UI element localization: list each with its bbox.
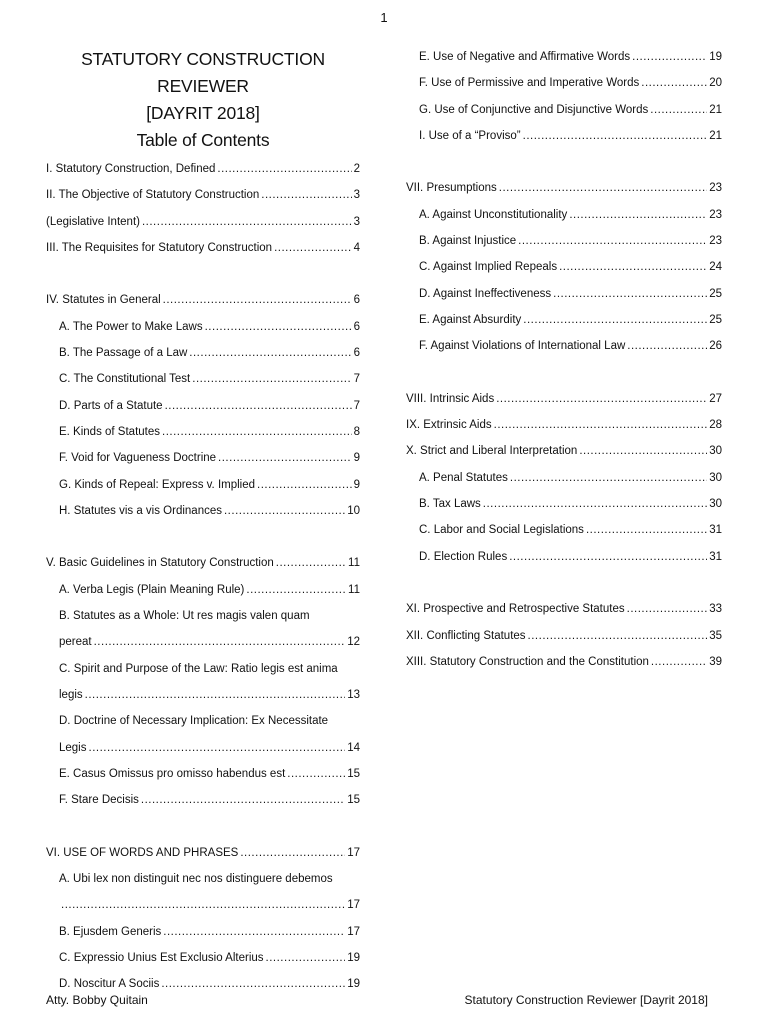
toc-entry-page: 17 — [347, 899, 360, 912]
dot-leader — [287, 761, 345, 787]
toc-entry[interactable] — [46, 919, 360, 945]
toc-entry[interactable] — [406, 175, 722, 201]
toc-entry[interactable] — [46, 393, 360, 419]
toc-entry-page: 28 — [709, 419, 722, 432]
toc-entry-label: I. Use of a “Proviso” — [419, 129, 521, 142]
document-title — [46, 46, 360, 154]
toc-entry-label: B. Statutes as a Whole: Ut res magis valen quam — [59, 610, 310, 623]
toc-entry-page: 11 — [348, 557, 360, 570]
toc-entry-label: legis — [59, 688, 83, 701]
toc-entry-page: 31 — [709, 524, 722, 537]
toc-entry-page: 23 — [709, 235, 722, 248]
toc-entry-page: 2 — [353, 163, 360, 175]
toc-entry[interactable] — [406, 97, 722, 123]
dot-leader — [224, 498, 345, 524]
toc-entry-page: 12 — [347, 636, 360, 649]
dot-leader — [205, 314, 352, 340]
toc-entry[interactable] — [406, 254, 722, 280]
toc-entry-label: D. Parts of a Statute — [59, 399, 163, 412]
toc-entry-page: 14 — [347, 741, 360, 754]
dot-leader — [162, 419, 352, 445]
dot-leader — [632, 44, 707, 70]
toc-entry-label: III. The Requisites for Statutory Construction — [46, 241, 273, 254]
footer-title: Statutory Construction Reviewer [Dayrit 2018] — [464, 993, 708, 1007]
dot-leader — [163, 919, 345, 945]
toc-entry-label: E. Use of Negative and Affirmative Words — [419, 51, 631, 63]
dot-leader — [627, 333, 707, 359]
toc-entry[interactable] — [46, 445, 360, 471]
toc-entry-page: 27 — [709, 392, 722, 405]
dot-leader — [651, 649, 707, 675]
toc-entry[interactable] — [406, 70, 722, 96]
toc-entry[interactable] — [46, 656, 360, 682]
toc-entry-page: 17 — [347, 846, 360, 859]
toc-entry-page: 11 — [348, 583, 360, 596]
toc-entry-page: 10 — [347, 504, 360, 517]
footer-author: Atty. Bobby Quitain — [46, 993, 148, 1007]
toc-entry-label: C. Labor and Social Legislations — [419, 524, 584, 537]
dot-leader — [163, 287, 352, 313]
toc-entry-label: D. Election Rules — [419, 550, 508, 563]
toc-entry-label: E. Casus Omissus pro omisso habendus est — [59, 767, 286, 780]
toc-entry[interactable] — [406, 44, 722, 70]
toc-entry-page: 8 — [353, 425, 360, 438]
dot-leader — [518, 228, 707, 254]
toc-entry-label: B. Against Injustice — [419, 235, 517, 248]
toc-entry-label: E. Against Absurdity — [419, 313, 522, 326]
toc-entry-label: C. The Constitutional Test — [59, 373, 191, 386]
toc-spacer — [46, 261, 360, 287]
toc-entry-label: VI. USE OF WORDS AND PHRASES — [46, 846, 239, 859]
title-line-2: [DAYRIT 2018] — [146, 103, 260, 123]
toc-entry[interactable] — [46, 419, 360, 445]
toc-entry[interactable] — [406, 544, 722, 570]
toc-spacer — [406, 570, 722, 596]
toc-entry-page: 30 — [709, 471, 722, 484]
toc-entry-page: 21 — [709, 103, 722, 116]
dot-leader — [553, 281, 707, 307]
dot-leader — [559, 254, 707, 280]
toc-entry-page: 4 — [353, 241, 360, 254]
toc-entry-label: F. Void for Vagueness Doctrine — [59, 452, 217, 465]
toc-entry[interactable] — [406, 123, 722, 149]
toc-list-right — [406, 44, 722, 675]
toc-entry-label: IX. Extrinsic Aids — [406, 419, 492, 432]
dot-leader — [217, 156, 351, 182]
toc-entry-page: 7 — [353, 373, 360, 386]
toc-entry-page: 7 — [353, 399, 360, 412]
toc-entry[interactable] — [406, 623, 722, 649]
dot-leader — [276, 550, 346, 576]
dot-leader — [218, 445, 352, 471]
toc-entry-page: 13 — [347, 688, 360, 701]
toc-entry-label: pereat — [59, 636, 92, 649]
toc-entry-label: C. Expressio Unius Est Exclusio Alterius — [59, 951, 264, 964]
toc-entry-label: XI. Prospective and Retrospective Statutes — [406, 603, 625, 616]
dot-leader — [499, 175, 707, 201]
toc-entry[interactable] — [46, 287, 360, 313]
dot-leader — [274, 235, 352, 261]
toc-entry[interactable] — [46, 603, 360, 629]
dot-leader — [142, 209, 352, 235]
toc-entry-page: 21 — [709, 129, 722, 142]
toc-entry-page: 23 — [709, 182, 722, 195]
toc-entry[interactable] — [46, 472, 360, 498]
dot-leader — [85, 682, 346, 708]
toc-entry-label: V. Basic Guidelines in Statutory Construction — [46, 557, 274, 570]
toc-entry[interactable] — [406, 517, 722, 543]
toc-entry-label: Legis — [59, 741, 87, 754]
toc-entry[interactable] — [406, 596, 722, 622]
toc-entry-label: C. Spirit and Purpose of the Law: Ratio legis est anima — [59, 662, 338, 675]
dot-leader — [94, 629, 346, 655]
toc-entry[interactable] — [46, 682, 360, 708]
toc-entry-page: 15 — [347, 794, 360, 807]
toc-entry[interactable] — [406, 649, 722, 675]
toc-entry-page: 6 — [353, 320, 360, 333]
toc-entry-page: 35 — [709, 629, 722, 642]
toc-entry-label: II. The Objective of Statutory Construction — [46, 189, 260, 202]
dot-leader — [192, 366, 351, 392]
toc-entry-page: 6 — [353, 294, 360, 307]
toc-entry-label: D. Doctrine of Necessary Implication: Ex Necessitate — [59, 715, 329, 728]
toc-entry-label: F. Against Violations of International Law — [419, 340, 626, 353]
toc-entry-label: IV. Statutes in General — [46, 294, 161, 307]
toc-entry-page: 19 — [347, 951, 360, 964]
dot-leader — [494, 412, 708, 438]
toc-entry-page: 30 — [709, 498, 722, 511]
toc-entry-label: A. The Power to Make Laws — [59, 320, 203, 333]
toc-entry-page: 19 — [347, 978, 360, 991]
toc-entry[interactable] — [46, 156, 360, 182]
toc-entry-page: 19 — [709, 51, 722, 63]
title-line-1: STATUTORY CONSTRUCTION REVIEWER — [81, 49, 325, 96]
dot-leader — [483, 491, 707, 517]
dot-leader — [523, 123, 708, 149]
toc-entry[interactable] — [46, 182, 360, 208]
dot-leader — [523, 307, 707, 333]
dot-leader — [579, 438, 707, 464]
dot-leader — [496, 386, 707, 412]
toc-entry-page: 20 — [709, 77, 722, 90]
toc-list-left — [46, 156, 360, 998]
toc-entry[interactable] — [46, 498, 360, 524]
dot-leader — [528, 623, 708, 649]
toc-entry[interactable] — [406, 412, 722, 438]
toc-entry[interactable] — [46, 314, 360, 340]
dot-leader — [650, 97, 707, 123]
toc-entry[interactable] — [46, 550, 360, 576]
toc-entry-label: X. Strict and Liberal Interpretation — [406, 445, 578, 458]
dot-leader — [240, 840, 345, 866]
dot-leader — [586, 517, 707, 543]
toc-entry-label: A. Penal Statutes — [419, 471, 508, 484]
toc-entry-label: F. Stare Decisis — [59, 794, 139, 807]
toc-entry-page: 30 — [709, 445, 722, 458]
toc-entry-label: A. Verba Legis (Plain Meaning Rule) — [59, 583, 245, 596]
toc-entry-label: G. Use of Conjunctive and Disjunctive Words — [419, 103, 649, 116]
toc-entry[interactable] — [46, 866, 360, 892]
toc-entry-page: 39 — [709, 655, 722, 668]
toc-entry-page: 31 — [709, 550, 722, 563]
toc-entry[interactable] — [406, 307, 722, 333]
page-number: 1 — [380, 10, 388, 25]
toc-entry[interactable] — [46, 577, 360, 603]
toc-entry-page: 3 — [353, 215, 360, 228]
toc-entry[interactable] — [406, 386, 722, 412]
toc-entry-page: 24 — [709, 261, 722, 274]
dot-leader — [141, 787, 345, 813]
toc-entry-page: 26 — [709, 340, 722, 353]
toc-entry-label: VII. Presumptions — [406, 182, 497, 195]
dot-leader — [510, 465, 707, 491]
toc-entry-page: 25 — [709, 287, 722, 300]
toc-entry-page: 23 — [709, 208, 722, 221]
toc-entry-label: (Legislative Intent) — [46, 215, 140, 228]
toc-entry-label: A. Against Unconstitutionality — [419, 208, 568, 221]
dot-leader — [509, 544, 707, 570]
toc-entry[interactable] — [406, 281, 722, 307]
toc-entry[interactable] — [46, 787, 360, 813]
toc-entry-label: B. Ejusdem Generis — [59, 925, 162, 938]
toc-entry[interactable] — [46, 209, 360, 235]
dot-leader — [161, 971, 345, 997]
toc-entry-page: 9 — [353, 478, 360, 491]
dot-leader — [627, 596, 708, 622]
toc-spacer — [46, 813, 360, 839]
toc-heading: Table of Contents — [136, 130, 270, 150]
toc-entry[interactable] — [406, 228, 722, 254]
toc-spacer — [406, 360, 722, 386]
toc-entry[interactable] — [406, 438, 722, 464]
toc-entry-label: D. Noscitur A Sociis — [59, 978, 160, 991]
dot-leader — [266, 945, 346, 971]
toc-entry-page: 9 — [353, 452, 360, 465]
dot-leader — [641, 70, 707, 96]
toc-entry-page: 17 — [347, 925, 360, 938]
toc-entry-label: VIII. Intrinsic Aids — [406, 392, 495, 405]
toc-entry[interactable] — [406, 491, 722, 517]
toc-entry-label: H. Statutes vis a vis Ordinances — [59, 504, 222, 517]
toc-entry-page: 6 — [353, 347, 360, 360]
toc-entry-label: D. Against Ineffectiveness — [419, 287, 552, 300]
toc-entry[interactable] — [46, 945, 360, 971]
toc-spacer — [406, 149, 722, 175]
toc-entry[interactable] — [46, 840, 360, 866]
toc-entry[interactable] — [406, 333, 722, 359]
toc-entry[interactable] — [406, 465, 722, 491]
toc-entry[interactable] — [46, 892, 360, 918]
toc-entry[interactable] — [46, 708, 360, 734]
dot-leader — [89, 735, 346, 761]
toc-entry-label: F. Use of Permissive and Imperative Words — [419, 77, 640, 90]
dot-leader — [257, 472, 352, 498]
toc-spacer — [46, 524, 360, 550]
toc-entry[interactable] — [46, 761, 360, 787]
toc-entry[interactable] — [46, 629, 360, 655]
dot-leader — [61, 892, 345, 918]
toc-entry-label: G. Kinds of Repeal: Express v. Implied — [59, 478, 256, 491]
toc-entry-label: C. Against Implied Repeals — [419, 261, 558, 274]
dot-leader — [569, 202, 707, 228]
toc-entry-label: XII. Conflicting Statutes — [406, 629, 526, 642]
dot-leader — [165, 393, 352, 419]
toc-entry[interactable] — [46, 366, 360, 392]
toc-entry[interactable] — [46, 235, 360, 261]
toc-entry[interactable] — [46, 735, 360, 761]
dot-leader — [246, 577, 346, 603]
toc-left-column — [46, 46, 360, 998]
toc-entry-page: 25 — [709, 313, 722, 326]
toc-entry-label: I. Statutory Construction, Defined — [46, 163, 216, 175]
toc-right-column — [406, 44, 722, 675]
dot-leader — [189, 340, 351, 366]
toc-entry-label: A. Ubi lex non distinguit nec nos distinguere debemos — [59, 873, 333, 886]
toc-entry-page: 3 — [353, 189, 360, 202]
toc-entry-label: B. Tax Laws — [419, 498, 481, 511]
toc-entry-page: 15 — [347, 767, 360, 780]
toc-entry-label: XIII. Statutory Construction and the Constitution — [406, 655, 649, 668]
dot-leader — [261, 182, 351, 208]
toc-entry[interactable] — [46, 340, 360, 366]
toc-entry[interactable] — [406, 202, 722, 228]
toc-entry-page: 33 — [709, 603, 722, 616]
toc-entry-label: B. The Passage of a Law — [59, 347, 188, 360]
toc-entry-label: E. Kinds of Statutes — [59, 425, 161, 438]
